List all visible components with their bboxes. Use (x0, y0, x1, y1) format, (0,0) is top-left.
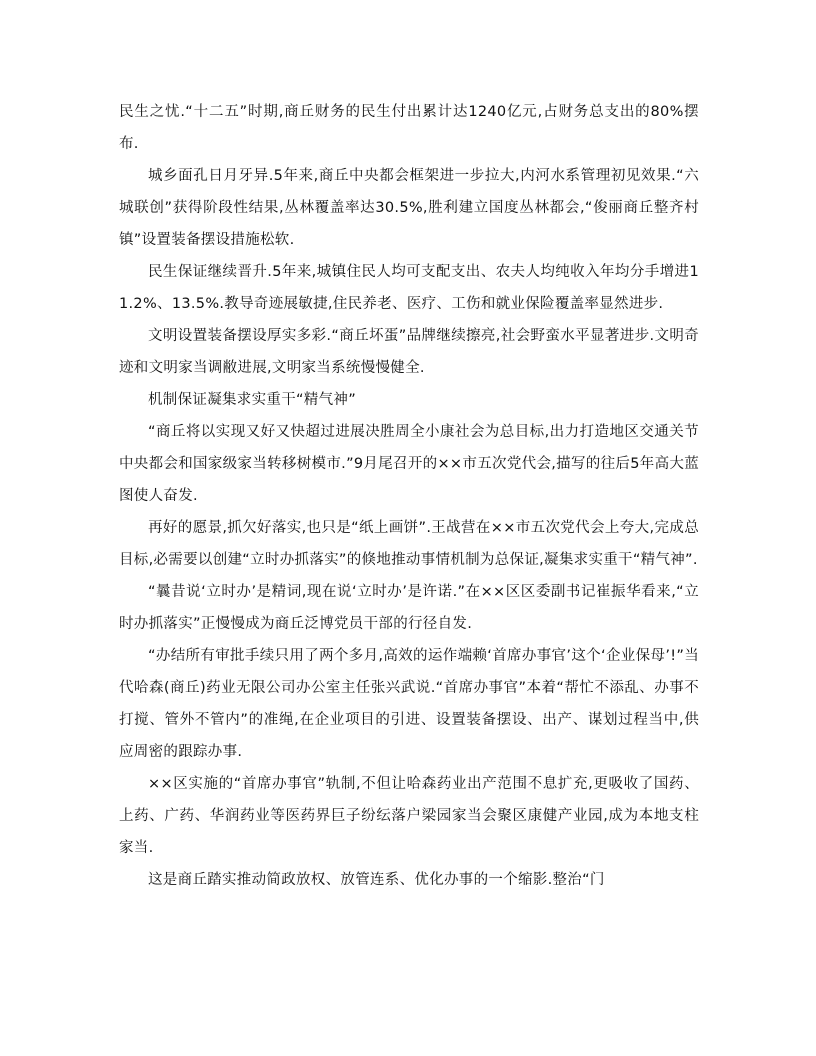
paragraph: 城乡面孔日月牙异.5年来,商丘中央都会框架进一步拉大,内河水系管理初见效果.“六城联创”获得阶段性结果,丛林覆盖率达30.5%,胜利建立国度丛林都会,“俊丽商丘整齐村镇”设置装备摆设措施松软. (119, 168, 699, 248)
paragraph: 文明设置装备摆设厚实多彩.“商丘坏蛋”品牌继续擦亮,社会野蛮水平显著进步.文明奇迹和文明家当调敝进展,文明家当系统慢慢健全. (119, 328, 699, 376)
paragraph: “办结所有审批手续只用了两个多月,高效的运作端赖‘首席办事官’这个‘企业保母’!”当代哈森(商丘)药业无限公司办公室主任张兴武说.“首席办事官”本着“帮忙不添乱、办事不打搅、管外不管内”的准绳,在企业项目的引进、设置装备摆设、出产、谋划过程当中,供应周密的跟踪办事. (119, 648, 699, 760)
document-body (119, 96, 699, 896)
paragraph: ××区实施的“首席办事官”轨制,不但让哈森药业出产范围不息扩充,更吸收了国药、上药、广药、华润药业等医药界巨子纷纭落户梁园家当会聚区康健产业园,成为本地支柱家当. (119, 776, 699, 856)
paragraph: “曩昔说‘立时办’是精词,现在说‘立时办’是许诺.”在××区区委副书记崔振华看来,“立时办抓落实”正慢慢成为商丘泛博党员干部的行径自发. (119, 584, 699, 632)
paragraph: 民生之忧.“十二五”时期,商丘财务的民生付出累计达1240亿元,占财务总支出的80%摆布. (119, 104, 699, 152)
paragraph: 民生保证继续晋升.5年来,城镇住民人均可支配支出、农夫人均纯收入年均分手增进11.2%、13.5%.教导奇迹展敏捷,住民养老、医疗、工伤和就业保险覆盖率显然进步. (119, 264, 699, 312)
paragraph: 这是商丘踏实推动简政放权、放管连系、优化办事的一个缩影.整治“门 (148, 872, 605, 888)
paragraph: 再好的愿景,抓欠好落实,也只是“纸上画饼”.王战营在××市五次党代会上夸大,完成总目标,必需要以创建“立时办抓落实”的倏地推动事情机制为总保证,凝集求实重干“精气神”. (119, 520, 699, 568)
section-heading: 机制保证凝集求实重干“精气神” (148, 392, 357, 408)
paragraph: “商丘将以实现又好又快超过进展决胜周全小康社会为总目标,出力打造地区交通关节中央都会和国家级家当转移树模市.”9月尾召开的××市五次党代会,描写的往后5年高大蓝图使人奋发. (119, 424, 699, 504)
